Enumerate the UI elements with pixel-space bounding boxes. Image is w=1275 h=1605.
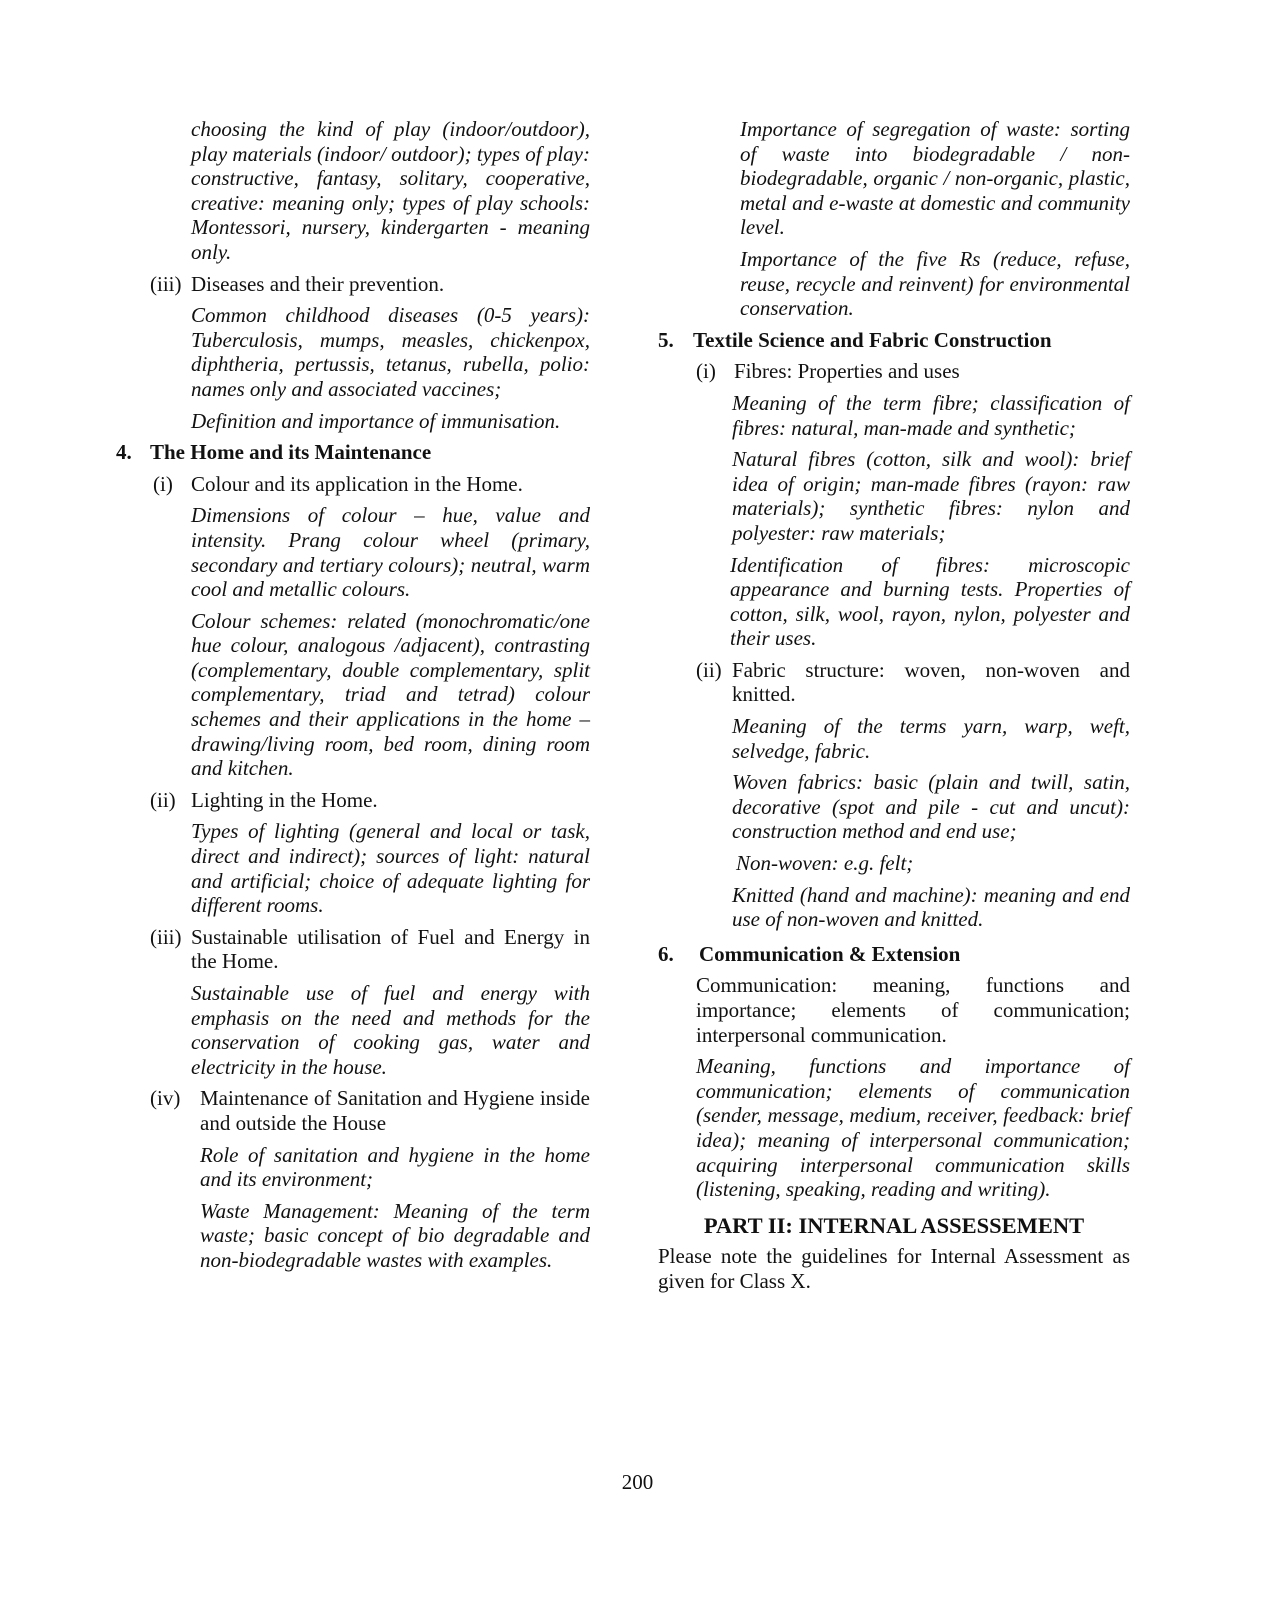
- fabric-title: Fabric structure: woven, non-woven and knitted.: [732, 657, 1130, 707]
- diseases-title: Diseases and their prevention.: [191, 271, 445, 296]
- fibres-title: Fibres: Properties and uses: [734, 359, 960, 384]
- immunisation-text: Definition and importance of immunisation.: [191, 408, 561, 433]
- page-number: 200: [621, 1470, 654, 1494]
- fabric-heading: [696, 658, 1130, 707]
- colour-title: Colour and its application in the Home.: [191, 471, 523, 496]
- fuel-number: (iii): [150, 924, 182, 949]
- sanitation-number: (iv): [150, 1086, 181, 1111]
- waste-management: Waste Management: Meaning of the term waste; basic concept of bio degradable and non-biodegradable wastes with examples.: [200, 1198, 590, 1272]
- part-2-note: Please note the guidelines for Internal Assessment as given for Class X.: [658, 1244, 1130, 1293]
- segregation-text: Importance of segregation of waste: sorting of waste into biodegradable / non-biodegradable, organic / non-organic, plastic, metal and e-waste at domestic and community level.: [740, 117, 1130, 240]
- five-rs-text: Importance of the five Rs (reduce, refuse, reuse, recycle and reinvent) for environmental conservation.: [740, 246, 1130, 321]
- fabric-terms: Meaning of the terms yarn, warp, weft, selvedge, fabric.: [732, 714, 1130, 763]
- fibre-meaning: Meaning of the term fibre; classification of fibres: natural, man-made and synthetic;: [732, 390, 1130, 440]
- colour-number: (i): [153, 471, 173, 496]
- left-column: [116, 117, 590, 1273]
- section-6-title: Communication & Extension: [699, 941, 961, 966]
- communication-detail: Meaning, functions and importance of communication; elements of communication (sender, message, medium, receiver, feedback: brief idea); meaning of interpersonal communication; acquiring interpersonal communication skills (listening, speaking, reading and writing).: [696, 1054, 1130, 1202]
- colour-heading: [150, 472, 590, 497]
- fuel-detail: Sustainable use of fuel and energy with emphasis on the need and methods for the conservation of cooking gas, water and electricity in the house.: [191, 981, 590, 1079]
- fuel-heading: [150, 925, 590, 974]
- fuel-title: Sustainable utilisation of Fuel and Energy in the Home.: [191, 924, 590, 974]
- fabric-number: (ii): [696, 657, 722, 682]
- colour-dimensions: Dimensions of colour – hue, value and intensity. Prang colour wheel (primary, secondary and tertiary colours); neutral, warm cool and metallic colours.: [191, 503, 590, 602]
- fibres-heading: [696, 359, 1130, 384]
- part-2-title: PART II: INTERNAL ASSESSEMENT: [703, 1212, 1085, 1238]
- natural-fibres: Natural fibres (cotton, silk and wool): brief idea of origin; man-made fibres (rayon: raw materials); synthetic fibres: nylon and polyester: raw materials;: [732, 447, 1130, 545]
- diseases-detail: Common childhood diseases (0-5 years): Tuberculosis, mumps, measles, chickenpox, diphtheria, pertussis, tetanus, rubella, polio: names only and associated vaccines;: [191, 303, 590, 401]
- knitted-text: Knitted (hand and machine): meaning and end use of non-woven and knitted.: [732, 882, 1130, 932]
- lighting-title: Lighting in the Home.: [191, 787, 378, 812]
- section-4-title: The Home and its Maintenance: [150, 440, 432, 465]
- section-4-number: 4.: [116, 440, 132, 465]
- colour-schemes: Colour schemes: related (monochromatic/one hue colour, analogous /adjacent), contrasting (complementary, double complementary, split complementary, triad and tetrad) colour schemes and their applications in the home – drawing/living room, bed room, dining room and kitchen.: [191, 608, 590, 781]
- sanitation-title: Maintenance of Sanitation and Hygiene inside and outside the House: [200, 1086, 590, 1135]
- play-types-text: choosing the kind of play (indoor/outdoor), play materials (indoor/ outdoor); types of play: constructive, fantasy, solitary, cooperative, creative: meaning only; types of play schools: Montessori, nursery, kindergarten - meaning only.: [191, 117, 590, 264]
- diseases-number: (iii): [150, 271, 182, 296]
- woven-fabrics: Woven fabrics: basic (plain and twill, satin, decorative (spot and pile - cut and uncut): construction method and end use;: [732, 770, 1130, 844]
- section-6-heading: [658, 942, 1130, 967]
- section-5-title: Textile Science and Fabric Construction: [693, 327, 1052, 352]
- right-column: [658, 117, 1130, 1294]
- communication-topic: Communication: meaning, functions and importance; elements of communication; interpersonal communication.: [696, 973, 1130, 1047]
- fibre-identification: Identification of fibres: microscopic appearance and burning tests. Properties of cotton, silk, wool, rayon, nylon, polyester and their uses.: [730, 552, 1130, 651]
- non-woven-text: Non-woven: e.g. felt;: [736, 851, 914, 876]
- section-5-heading: [658, 328, 1130, 353]
- section-6-number: 6.: [658, 941, 674, 966]
- lighting-number: (ii): [150, 787, 176, 812]
- section-4-heading: [116, 440, 590, 465]
- lighting-detail: Types of lighting (general and local or task, direct and indirect); sources of light: natural and artificial; choice of adequate lighting for different rooms.: [191, 819, 590, 918]
- sanitation-heading: [150, 1086, 590, 1135]
- lighting-heading: [150, 788, 590, 813]
- section-5-number: 5.: [658, 327, 674, 352]
- fibres-number: (i): [696, 359, 716, 384]
- sanitation-role: Role of sanitation and hygiene in the home and its environment;: [200, 1142, 590, 1192]
- diseases-heading: [150, 272, 590, 297]
